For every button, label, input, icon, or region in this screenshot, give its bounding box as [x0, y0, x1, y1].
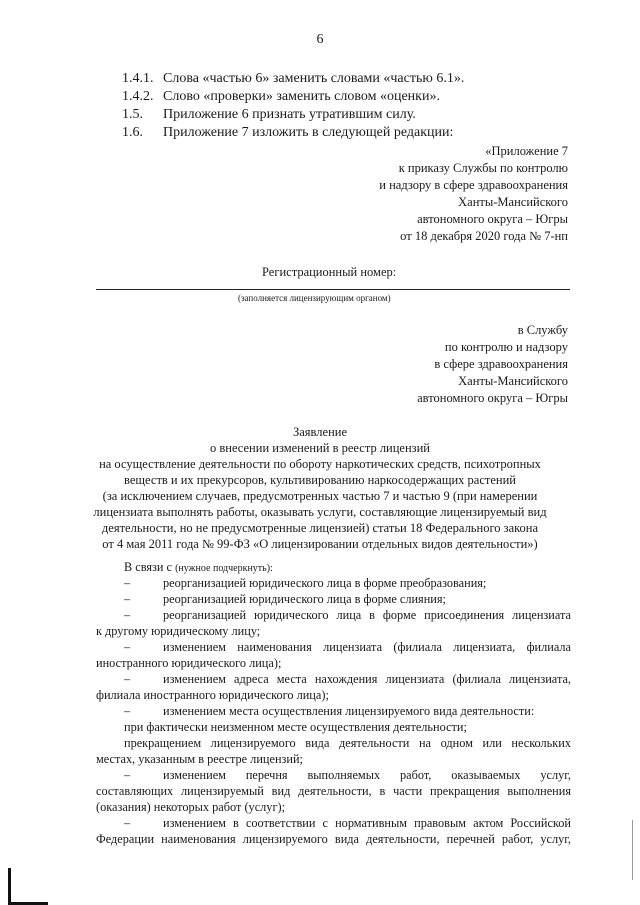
amendment-num: 1.6.	[122, 125, 143, 140]
statement-line: от 4 мая 2011 года № 99-ФЗ «О лицензировании отдельных видов деятельности»)	[102, 537, 538, 551]
reasons-intro-note: (нужное подчеркнуть):	[175, 563, 273, 574]
reason-item-cont: составляющих лицензируемый вид деятельности, в части прекращения выполнения	[96, 784, 571, 798]
annex-header-line: к приказу Службы по контролю	[398, 161, 568, 175]
reason-item-cont: к другому юридическому лицу;	[96, 624, 261, 638]
annex-header-line: Ханты-Мансийского	[458, 195, 568, 209]
annex-header-line: «Приложение 7	[485, 144, 568, 158]
dash-marker: –	[124, 608, 131, 622]
reason-item-cont: Федерации наименования лицензируемого вида деятельности, перечней работ, услуг,	[96, 832, 571, 846]
dash-marker: –	[124, 816, 131, 830]
registration-line	[96, 289, 570, 290]
dash-marker: –	[124, 704, 131, 718]
amendment-text: Слово «проверки» заменить словом «оценки».	[163, 89, 440, 104]
amendment-num: 1.5.	[122, 107, 143, 122]
scan-corner-mark	[8, 868, 11, 905]
statement-line: лицензиата выполнять работы, оказывать услуги, составляющие лицензируемый вид	[93, 505, 547, 519]
addressee-line: Ханты-Мансийского	[458, 374, 568, 388]
statement-heading: Заявление	[292, 425, 347, 439]
reason-item-cont: иностранного юридического лица);	[96, 656, 282, 670]
reason-subitem: прекращением лицензируемого вида деятельности на одном или нескольких	[124, 736, 571, 750]
dash-marker: –	[124, 768, 131, 782]
statement-line: веществ и их прекурсоров, культивированию наркосодержащих растений	[124, 473, 516, 487]
amendment-num: 1.4.1.	[122, 71, 154, 86]
reason-item: реорганизацией юридического лица в форме слияния;	[163, 592, 446, 606]
reason-item: изменением перечня выполняемых работ, оказываемых услуг,	[163, 768, 571, 782]
registration-label: Регистрационный номер:	[262, 265, 397, 279]
addressee-line: в сфере здравоохранения	[434, 357, 568, 371]
dash-marker: –	[124, 640, 131, 654]
annex-header-line: и надзору в сфере здравоохранения	[379, 178, 568, 192]
reason-subitem: при фактически неизменном месте осуществления деятельности;	[124, 720, 467, 734]
statement-line: деятельности, но не предусмотренные лицензией) статьи 18 Федерального закона	[101, 521, 539, 535]
amendment-text: Приложение 6 признать утратившим силу.	[163, 107, 416, 122]
statement-line: на осуществление деятельности по обороту наркотических средств, психотропных	[99, 457, 541, 471]
statement-line: (за исключением случаев, предусмотренных частью 7 и частью 9 (при намерении	[102, 489, 538, 503]
registration-note: (заполняется лицензирующим органом)	[238, 293, 391, 303]
amendment-text: Слова «частью 6» заменить словами «частью 6.1».	[163, 71, 465, 86]
reasons-intro-text: В связи с	[124, 560, 173, 574]
reason-subitem-cont: местах, указанным в реестре лицензий;	[96, 752, 303, 766]
amendment-text: Приложение 7 изложить в следующей редакции:	[163, 125, 454, 140]
page-number: 6	[316, 32, 324, 47]
dash-marker: –	[124, 592, 131, 606]
annex-header-line: автономного округа – Югры	[417, 212, 568, 226]
reason-item-cont: филиала иностранного юридического лица);	[96, 688, 329, 702]
reason-item: реорганизацией юридического лица в форме преобразования;	[163, 576, 487, 590]
reason-item: изменением наименования лицензиата (филиала лицензиата, филиала	[163, 640, 571, 654]
reason-item: реорганизацией юридического лица в форме присоединения лицензиата	[163, 608, 571, 622]
reason-item: изменением адреса места нахождения лицензиата (филиала лицензиата,	[163, 672, 571, 686]
amendment-num: 1.4.2.	[122, 89, 154, 104]
reason-item: изменением места осуществления лицензируемого вида деятельности:	[163, 704, 535, 718]
addressee-line: автономного округа – Югры	[417, 391, 568, 405]
addressee-line: по контролю и надзору	[444, 340, 568, 354]
reasons-intro	[124, 560, 273, 575]
dash-marker: –	[124, 672, 131, 686]
addressee-line: в Службу	[517, 323, 568, 337]
reason-item: изменением в соответствии с нормативным правовым актом Российской	[163, 816, 571, 830]
scan-edge-line	[632, 820, 633, 880]
statement-line: о внесении изменений в реестр лицензий	[209, 441, 430, 455]
annex-header-line: от 18 декабря 2020 года № 7-нп	[400, 229, 568, 243]
dash-marker: –	[124, 576, 131, 590]
reason-item-cont: (оказания) некоторых работ (услуг);	[96, 800, 285, 814]
